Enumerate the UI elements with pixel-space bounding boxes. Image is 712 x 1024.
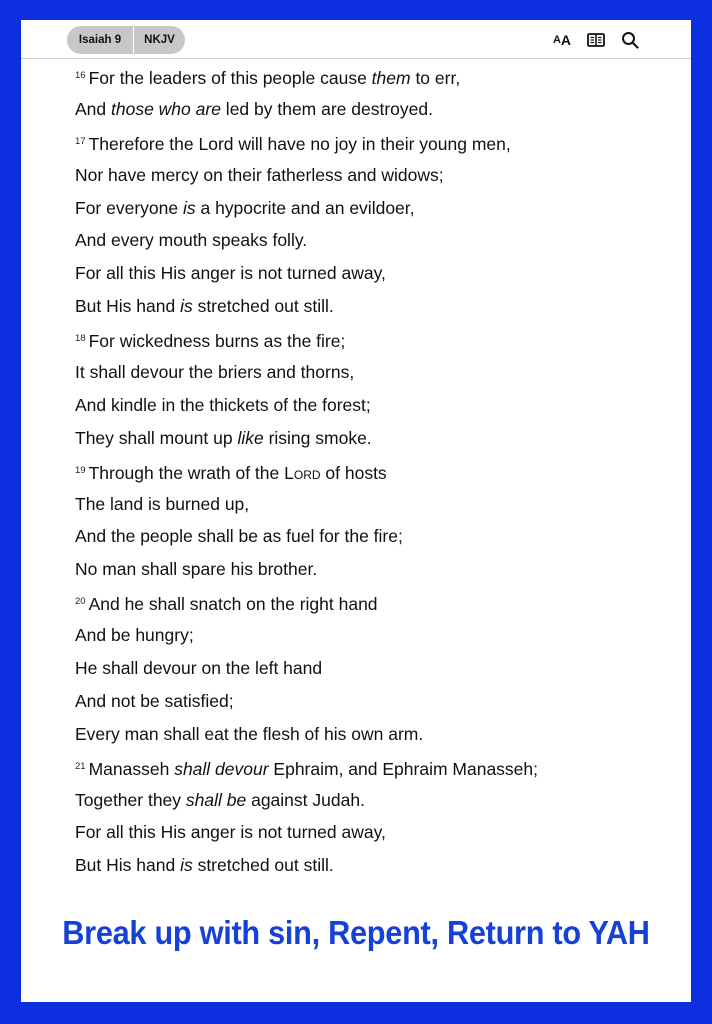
verse-text: No man shall spare his brother. [75,559,318,580]
font-size-label-small: A [552,34,561,46]
italic-text: is [182,197,196,218]
reader-page [21,20,691,1002]
verse-line[interactable] [75,159,675,192]
verse-line[interactable] [75,455,675,488]
verse-line[interactable] [75,685,675,718]
small-caps-text: Lord [284,462,321,483]
reader-toolbar [21,20,691,59]
italic-text: is [180,296,193,317]
verse-line[interactable] [75,389,675,422]
verse-text: But His hand [75,296,181,317]
italic-text: is [180,855,193,876]
verse-text: Together they [75,789,186,810]
verse-text: of hosts [320,462,387,483]
verse-line[interactable] [75,224,675,257]
verse-number: 19 [75,464,86,476]
verse-line[interactable] [75,422,675,455]
verse-number: 20 [75,596,86,608]
verse-text: For all this His anger is not turned away, [75,263,386,284]
verse-line[interactable] [75,652,675,685]
search-icon[interactable] [619,29,641,51]
verse-line[interactable] [75,290,675,323]
verse-text: And he shall snatch on the right hand [88,594,378,615]
scripture-text [75,60,675,882]
verse-text: stretched out still. [192,855,334,876]
verse-text: For the leaders of this people cause [88,68,372,88]
verse-text: against Judah. [246,789,365,810]
verse-text: But His hand [75,855,181,876]
verse-line[interactable] [75,488,675,521]
verse-number: 21 [75,760,86,772]
italic-text: shall be [185,789,247,810]
verse-line[interactable] [75,93,675,126]
verse-number: 16 [75,70,86,81]
font-size-icon[interactable] [551,29,573,51]
verse-text: They shall mount up [75,427,238,448]
italic-text: shall devour [174,758,269,779]
verse-text: For all this His anger is not turned away, [75,822,386,843]
verse-line[interactable] [75,586,675,619]
verse-text: led by them are destroyed. [220,98,433,119]
font-size-label-large: A [560,32,572,48]
verse-text: For everyone [75,197,183,218]
verse-text: And be hungry; [75,625,194,646]
verse-line[interactable] [75,553,675,586]
verse-text: Manasseh [88,758,175,779]
italic-text: those who are [111,98,221,119]
verse-text: to err, [410,68,461,88]
verse-line[interactable] [75,356,675,389]
verse-text: Every man shall eat the flesh of his own arm. [75,723,424,744]
verse-line[interactable] [75,784,675,817]
verse-text: Ephraim, and Ephraim Manasseh; [268,758,539,779]
passage-selector [67,26,185,54]
verse-text: a hypocrite and an evildoer, [195,197,415,218]
verse-text: Therefore the Lord will have no joy in their young men, [88,133,511,154]
verse-text: He shall devour on the left hand [75,658,323,679]
banner-message: Break up with sin, Repent, Return to YAH [62,914,650,951]
italic-text: like [237,427,264,448]
verse-number: 17 [75,135,86,147]
verse-line[interactable] [75,619,675,652]
verse-text: And not be satisfied; [75,690,234,711]
italic-text: them [371,68,411,88]
verse-line[interactable] [75,520,675,553]
verse-line[interactable] [75,60,675,93]
verse-text: Through the wrath of the [88,462,285,483]
verse-text: stretched out still. [192,296,334,317]
verse-text: The land is burned up, [75,493,250,514]
verse-text: And every mouth speaks folly. [75,230,308,251]
verse-text: Nor have mercy on their fatherless and widows; [75,164,444,185]
verse-text: It shall devour the briers and thorns, [75,362,355,383]
verse-line[interactable] [75,816,675,849]
verse-line[interactable] [75,323,675,356]
verse-line[interactable] [75,192,675,225]
verse-line[interactable] [75,257,675,290]
verse-line[interactable] [75,849,675,882]
verse-number: 18 [75,333,86,345]
verse-text: rising smoke. [263,427,372,448]
verse-line[interactable] [75,751,675,784]
book-chapter-button[interactable]: Isaiah 9 [78,34,122,46]
version-button[interactable]: NKJV [144,34,175,46]
verse-text: And the people shall be as fuel for the fire; [75,526,403,547]
verse-text: For wickedness burns as the fire; [88,331,346,352]
reader-mode-icon[interactable] [585,29,607,51]
verse-line[interactable] [75,718,675,751]
verse-text: And kindle in the thickets of the forest; [75,394,371,415]
verse-text: And [75,98,111,119]
verse-line[interactable] [75,126,675,159]
